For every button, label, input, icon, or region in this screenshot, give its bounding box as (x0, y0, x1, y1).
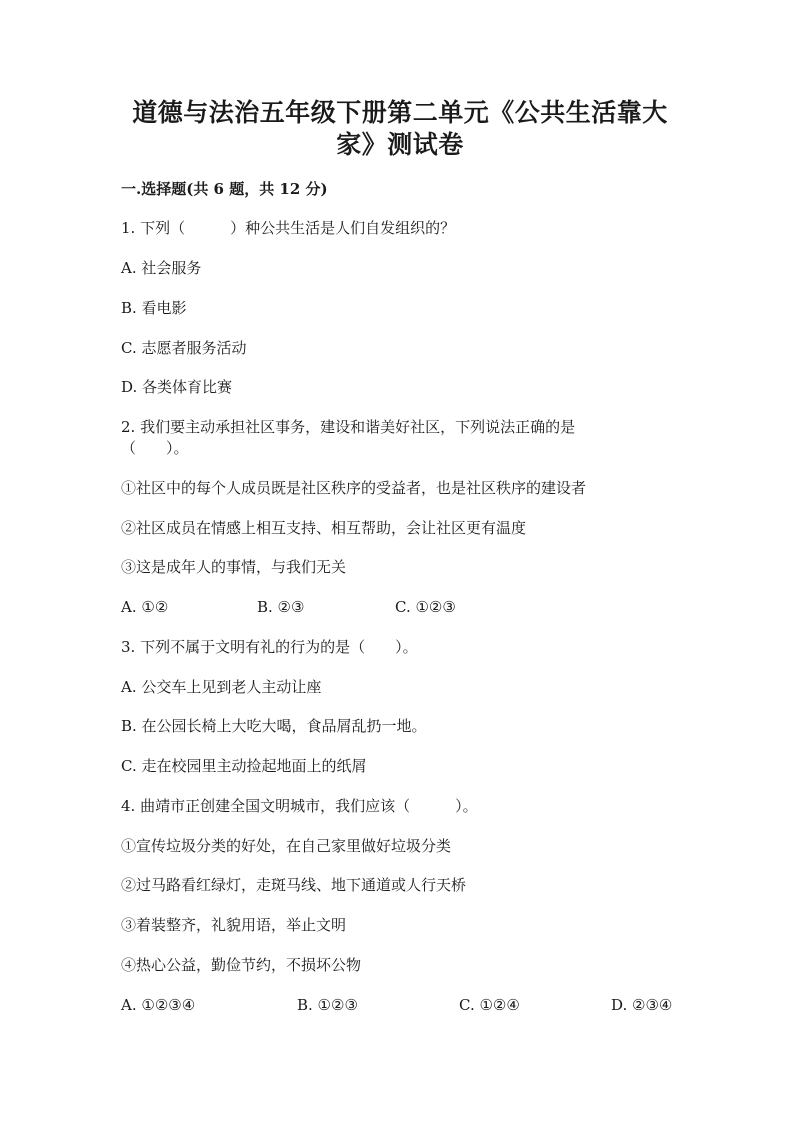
question-1-option-c[interactable]: C. 志愿者服务活动 (121, 339, 247, 357)
question-3-stem: 3. 下列不属于文明有礼的行为的是（ ）。 (121, 638, 418, 656)
question-4-statement-4: ④热心公益，勤俭节约，不损坏公物 (121, 956, 362, 974)
question-2-stem: 2. 我们要主动承担社区事务，建设和谐美好社区，下列说法正确的是 (121, 418, 576, 436)
question-1-stem: 1. 下列（ ）种公共生活是人们自发组织的？ (121, 219, 456, 237)
question-1-option-a[interactable]: A. 社会服务 (121, 259, 202, 277)
page-title-line-1: 道德与法治五年级下册第二单元《公共生活靠大 (132, 98, 668, 127)
question-2-statement-1: ①社区中的每个人成员既是社区秩序的受益者，也是社区秩序的建设者 (121, 479, 587, 497)
question-2-option-a[interactable]: A. ①② (121, 598, 169, 616)
page-title-line-2: 家》测试卷 (336, 130, 464, 159)
question-3-option-c[interactable]: C. 走在校园里主动捡起地面上的纸屑 (121, 757, 367, 775)
question-4-option-c[interactable]: C. ①②④ (459, 996, 520, 1014)
question-2-statement-3: ③这是成年人的事情，与我们无关 (121, 558, 347, 576)
question-4-statement-1: ①宣传垃圾分类的好处，在自己家里做好垃圾分类 (121, 837, 452, 855)
question-4-option-d[interactable]: D. ②③④ (611, 996, 673, 1014)
question-1-option-b[interactable]: B. 看电影 (121, 299, 187, 317)
question-4-statement-2: ②过马路看红绿灯，走斑马线、地下通道或人行天桥 (121, 876, 467, 894)
question-1-option-d[interactable]: D. 各类体育比赛 (121, 378, 233, 396)
section-heading: 一.选择题(共 6 题，共 12 分) (121, 180, 328, 198)
question-2-option-b[interactable]: B. ②③ (257, 598, 305, 616)
question-4-statement-3: ③着装整齐，礼貌用语，举止文明 (121, 916, 347, 934)
question-3-option-b[interactable]: B. 在公园长椅上大吃大喝，食品屑乱扔一地。 (121, 717, 427, 735)
question-2-stem-continuation: （ ）。 (121, 439, 189, 457)
question-4-stem: 4. 曲靖市正创建全国文明城市，我们应该（ ）。 (121, 797, 478, 815)
question-2-statement-2: ②社区成员在情感上相互支持、相互帮助，会让社区更有温度 (121, 519, 527, 537)
question-4-option-b[interactable]: B. ①②③ (297, 996, 358, 1014)
question-3-option-a[interactable]: A. 公交车上见到老人主动让座 (121, 678, 322, 696)
question-4-option-a[interactable]: A. ①②③④ (121, 996, 196, 1014)
question-2-option-c[interactable]: C. ①②③ (395, 598, 456, 616)
